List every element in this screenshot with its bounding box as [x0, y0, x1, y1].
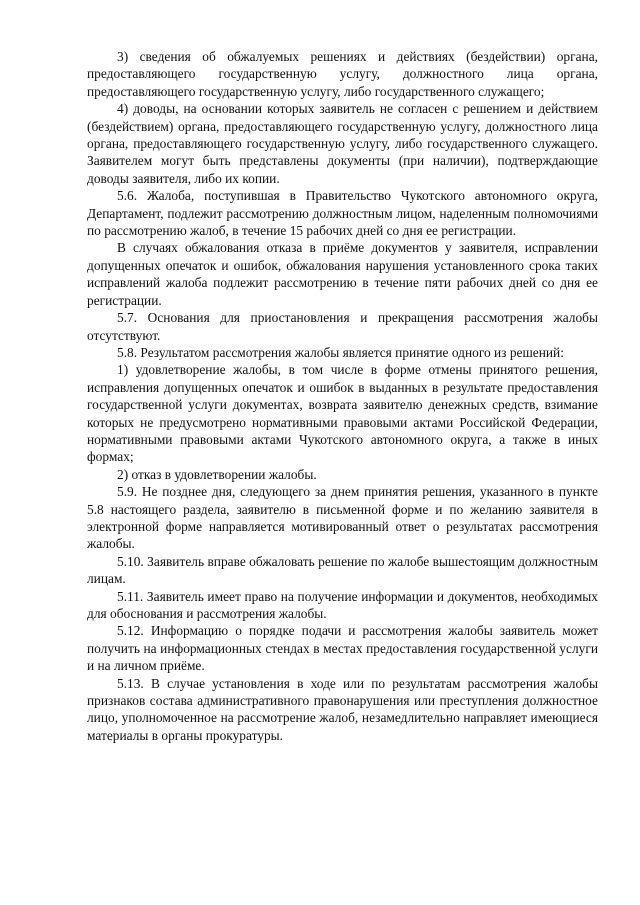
paragraph-5-10: 5.10. Заявитель вправе обжаловать решение по жалобе вышестоящим должностным лицам. [87, 553, 598, 587]
paragraph-5-7: 5.7. Основания для приостановления и прекращения рассмотрения жалобы отсутствуют. [87, 310, 598, 343]
paragraph-5-11: 5.11. Заявитель имеет право на получение информации и документов, необходимых для обоснования и рассмотрения жалобы. [87, 588, 598, 621]
paragraph-5-12: 5.12. Информацию о порядке подачи и рассмотрения жалобы заявитель может получить на информационных стендах в местах предоставления государственной услуги и на личном приёме. [87, 623, 598, 674]
paragraph-5-6-refusal: В случаях обжалования отказа в приёме документов у заявителя, исправлении допущенных опечаток и ошибок, обжалования нарушения установленного срока таких исправлений жалоба подлежит рассмотрению в течение пяти рабочих дней со дня ее регистрации. [87, 240, 598, 308]
paragraph-item-3: 3) сведения об обжалуемых решениях и действиях (бездействии) органа, предоставляющего государственную услугу, должностного лица органа, предоставляющего государственную услугу, либо государственного служащего; [87, 49, 598, 99]
document-page [87, 48, 598, 744]
paragraph-5-8-item-2: 2) отказ в удовлетворении жалобы. [117, 466, 317, 482]
paragraph-5-6: 5.6. Жалоба, поступившая в Правительство Чукотского автономного округа, Департамент, подлежит рассмотрению должностным лицом, наделенным полномочиями по рассмотрению жалоб, в течение 15 рабочих дней со дня ее регистрации. [87, 188, 598, 239]
paragraph-5-9: 5.9. Не позднее дня, следующего за днем принятия решения, указанного в пункте 5.8 настоящего раздела, заявителю в письменной форме и по желанию заявителя в электронной форме направляется мотивированный ответ о результатах рассмотрения жалобы. [87, 484, 598, 552]
paragraph-5-13: 5.13. В случае установления в ходе или по результатам рассмотрения жалобы признаков состава административного правонарушения или преступления должностное лицо, уполномоченное на рассмотрение жалоб, незамедлительно направляет имеющиеся материалы в органы прокуратуры. [87, 675, 598, 743]
paragraph-5-8-item-1: 1) удовлетворение жалобы, в том числе в форме отмены принятого решения, исправления допущенных опечаток и ошибок в выданных в результате предоставления государственной услуги документах, возврата заявителю денежных средств, взимание которых не предусмотрено нормативными правовыми актами Российской Федерации, нормативными правовыми актами Чукотского автономного округа, а также в иных формах; [87, 362, 598, 465]
paragraph-item-4: 4) доводы, на основании которых заявитель не согласен с решением и действием (бездействием) органа, предоставляющего государственную услугу, должностного лица органа, предоставляющего государственную услугу, либо государственного служащего. Заявителем могут быть представлены документы (при наличии), подтверждающие доводы заявителя, либо их копии. [87, 101, 598, 186]
paragraph-5-8: 5.8. Результатом рассмотрения жалобы является принятие одного из решений: [117, 344, 564, 360]
